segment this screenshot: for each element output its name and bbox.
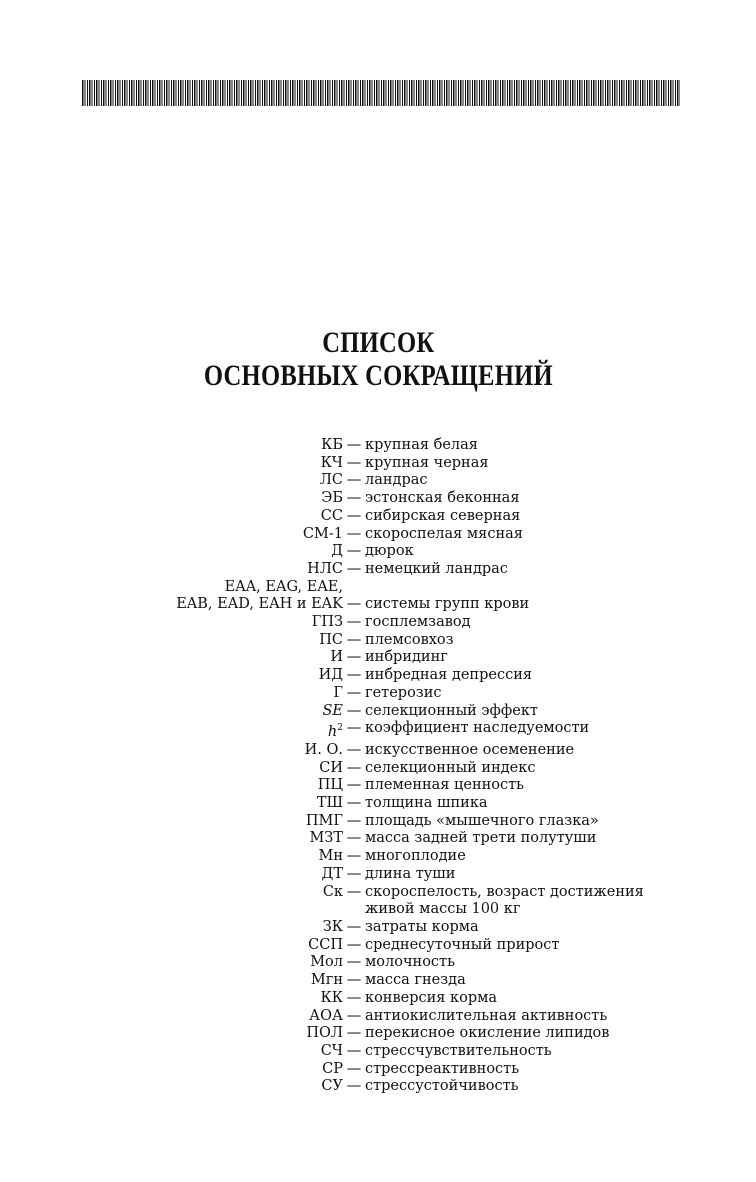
abbreviation-definition: длина туши bbox=[365, 865, 456, 882]
abbreviation-definition: скороспелая мясная bbox=[365, 525, 523, 542]
em-dash: — bbox=[346, 649, 362, 666]
abbreviation-text: ЛС bbox=[319, 472, 343, 489]
abbreviation-definition: сибирская северная bbox=[365, 507, 521, 524]
abbreviation-row bbox=[0, 490, 756, 508]
abbreviation-term bbox=[0, 579, 343, 597]
em-dash: — bbox=[346, 1007, 362, 1024]
abbreviation-definition: молочность bbox=[365, 954, 455, 971]
abbreviation-term bbox=[0, 937, 343, 955]
abbreviation-term bbox=[0, 1008, 343, 1026]
abbreviation-row bbox=[0, 526, 756, 544]
em-dash: — bbox=[346, 865, 362, 882]
abbreviation-row bbox=[0, 848, 756, 866]
abbreviation-definition: затраты корма bbox=[365, 918, 479, 935]
abbreviation-row bbox=[0, 1008, 756, 1026]
em-dash: — bbox=[346, 812, 362, 829]
abbreviation-definition: перекисное окисление липидов bbox=[365, 1025, 610, 1042]
title-line-1: СПИСОК bbox=[322, 326, 435, 359]
abbreviation-row bbox=[0, 614, 756, 632]
abbreviation-row bbox=[0, 760, 756, 778]
abbreviation-definition: селекционный индекс bbox=[365, 759, 536, 776]
abbreviation-text: Мн bbox=[318, 848, 343, 865]
em-dash: — bbox=[346, 759, 362, 776]
abbreviation-row bbox=[0, 543, 756, 561]
abbreviation-definition: многоплодие bbox=[365, 848, 466, 865]
abbreviation-term bbox=[0, 508, 343, 526]
abbreviation-definition: стрессреактивность bbox=[365, 1060, 520, 1077]
abbreviation-text: EAA, EAG, EAE, bbox=[224, 578, 343, 595]
abbreviation-term bbox=[0, 760, 343, 778]
abbreviation-row bbox=[0, 866, 756, 884]
abbreviation-text: ГПЗ bbox=[311, 614, 343, 631]
abbreviation-definition: племсовхоз bbox=[365, 631, 454, 648]
abbreviation-definition: масса гнезда bbox=[365, 972, 466, 989]
abbreviation-definition: дюрок bbox=[365, 543, 414, 560]
decorative-barcode-strip bbox=[82, 80, 680, 106]
abbreviation-text: ЗК bbox=[322, 918, 343, 935]
abbreviation-definition: эстонская беконная bbox=[365, 490, 520, 507]
abbreviation-text: ПМГ bbox=[305, 812, 343, 829]
abbreviation-definition: стрессустойчивость bbox=[365, 1078, 519, 1095]
abbreviation-text: ДТ bbox=[321, 865, 343, 882]
em-dash: — bbox=[346, 1060, 362, 1077]
abbreviation-text: КЧ bbox=[320, 454, 343, 471]
abbreviation-row bbox=[0, 972, 756, 990]
abbreviation-text: Д bbox=[331, 543, 343, 560]
abbreviation-row bbox=[0, 1078, 756, 1096]
abbreviation-row-continuation bbox=[0, 901, 756, 919]
abbreviation-row bbox=[0, 990, 756, 1008]
em-dash: — bbox=[346, 437, 362, 453]
abbreviation-row bbox=[0, 561, 756, 579]
page-title bbox=[68, 326, 688, 392]
abbreviation-term bbox=[0, 1043, 343, 1061]
abbreviation-term bbox=[0, 1061, 343, 1079]
abbreviation-text: СЧ bbox=[320, 1042, 343, 1059]
abbreviation-text: СУ bbox=[321, 1078, 343, 1095]
abbreviation-definition-continued: живой массы 100 кг bbox=[365, 901, 521, 918]
em-dash: — bbox=[346, 543, 362, 560]
em-dash: — bbox=[346, 918, 362, 935]
abbreviation-text: ССП bbox=[308, 936, 343, 953]
abbreviation-term bbox=[0, 526, 343, 544]
em-dash: — bbox=[346, 1025, 362, 1042]
em-dash: — bbox=[346, 972, 362, 989]
abbreviation-term bbox=[0, 919, 343, 937]
abbreviation-definition: скороспелость, возраст достижения bbox=[365, 883, 644, 900]
abbreviation-row bbox=[0, 508, 756, 526]
em-dash: — bbox=[346, 741, 362, 758]
em-dash: — bbox=[346, 989, 362, 1006]
em-dash: — bbox=[346, 472, 362, 489]
abbreviation-term bbox=[0, 972, 343, 990]
em-dash: — bbox=[346, 830, 362, 847]
abbreviation-row bbox=[0, 813, 756, 831]
abbreviation-text: И. О. bbox=[304, 741, 343, 758]
abbreviation-list bbox=[0, 437, 756, 1096]
abbreviation-row bbox=[0, 579, 756, 597]
abbreviation-text: ПОЛ bbox=[306, 1025, 343, 1042]
abbreviation-definition: антиокислительная активность bbox=[365, 1007, 608, 1024]
abbreviation-term bbox=[0, 596, 343, 614]
abbreviation-text: ПЦ bbox=[317, 777, 343, 794]
superscript: 2 bbox=[337, 723, 343, 734]
abbreviation-text: Г bbox=[333, 684, 343, 701]
abbreviation-text: СС bbox=[320, 507, 343, 524]
em-dash: — bbox=[346, 936, 362, 953]
abbreviation-row bbox=[0, 455, 756, 473]
em-dash: — bbox=[346, 614, 362, 631]
abbreviation-text: СИ bbox=[319, 759, 343, 776]
abbreviation-term bbox=[0, 1025, 343, 1043]
abbreviation-row bbox=[0, 703, 756, 721]
em-dash: — bbox=[346, 667, 362, 684]
abbreviation-definition: масса задней трети полутуши bbox=[365, 830, 597, 847]
abbreviation-text: КК bbox=[320, 989, 343, 1006]
abbreviation-term bbox=[0, 490, 343, 508]
em-dash: — bbox=[346, 702, 362, 719]
abbreviation-row bbox=[0, 777, 756, 795]
abbreviation-term bbox=[0, 884, 343, 902]
abbreviation-text: И bbox=[330, 649, 343, 666]
abbreviation-row bbox=[0, 720, 756, 742]
abbreviation-text: ТШ bbox=[316, 795, 343, 812]
abbreviation-definition: племенная ценность bbox=[365, 777, 525, 794]
abbreviation-row bbox=[0, 1061, 756, 1079]
abbreviation-row bbox=[0, 954, 756, 972]
abbreviation-text: ПС bbox=[319, 631, 343, 648]
abbreviation-text: h bbox=[327, 724, 338, 741]
abbreviation-term bbox=[0, 649, 343, 667]
abbreviation-definition: немецкий ландрас bbox=[365, 560, 508, 577]
abbreviation-term bbox=[0, 543, 343, 561]
abbreviation-row bbox=[0, 884, 756, 902]
abbreviation-term bbox=[0, 848, 343, 866]
em-dash: — bbox=[346, 954, 362, 971]
abbreviation-row bbox=[0, 632, 756, 650]
abbreviation-definition: ландрас bbox=[365, 472, 428, 489]
em-dash: — bbox=[346, 596, 362, 613]
em-dash: — bbox=[346, 1078, 362, 1095]
abbreviation-text: КБ bbox=[321, 437, 343, 453]
em-dash: — bbox=[346, 720, 362, 737]
abbreviation-text: СМ-1 bbox=[302, 525, 343, 542]
abbreviation-definition: системы групп крови bbox=[365, 596, 530, 613]
abbreviation-definition: инбридинг bbox=[365, 649, 448, 666]
abbreviation-text: EAB, EAD, EAH и EAK bbox=[176, 596, 343, 613]
abbreviation-definition: госплемзавод bbox=[365, 614, 471, 631]
abbreviation-row bbox=[0, 937, 756, 955]
abbreviation-definition: стрессчувствительность bbox=[365, 1042, 552, 1059]
abbreviation-row bbox=[0, 667, 756, 685]
abbreviation-term bbox=[0, 720, 343, 742]
abbreviation-term bbox=[0, 990, 343, 1008]
abbreviation-term bbox=[0, 614, 343, 632]
abbreviation-text: SE bbox=[322, 702, 343, 719]
abbreviation-text: СР bbox=[322, 1060, 343, 1077]
abbreviation-definition: среднесуточный прирост bbox=[365, 936, 560, 953]
em-dash: — bbox=[346, 631, 362, 648]
abbreviation-definition: инбредная депрессия bbox=[365, 667, 533, 684]
abbreviation-text: ЭБ bbox=[321, 490, 343, 507]
abbreviation-definition: толщина шпика bbox=[365, 795, 488, 812]
abbreviation-term bbox=[0, 437, 343, 455]
em-dash: — bbox=[346, 795, 362, 812]
title-line-2: ОСНОВНЫХ СОКРАЩЕНИЙ bbox=[203, 359, 553, 392]
em-dash: — bbox=[346, 490, 362, 507]
abbreviation-definition: площадь «мышечного глазка» bbox=[365, 812, 599, 829]
abbreviation-term bbox=[0, 632, 343, 650]
abbreviation-text: АОА bbox=[309, 1007, 343, 1024]
abbreviation-text: Мгн bbox=[310, 972, 343, 989]
em-dash: — bbox=[346, 454, 362, 471]
abbreviation-term bbox=[0, 813, 343, 831]
abbreviation-term bbox=[0, 795, 343, 813]
em-dash: — bbox=[346, 777, 362, 794]
abbreviation-term bbox=[0, 742, 343, 760]
abbreviation-row bbox=[0, 795, 756, 813]
abbreviation-term bbox=[0, 667, 343, 685]
abbreviation-text: ИД bbox=[318, 667, 343, 684]
abbreviation-definition: крупная белая bbox=[365, 437, 478, 453]
abbreviation-definition: конверсия корма bbox=[365, 989, 498, 1006]
abbreviation-row bbox=[0, 1025, 756, 1043]
abbreviation-text: НЛС bbox=[307, 560, 343, 577]
abbreviation-term bbox=[0, 455, 343, 473]
abbreviation-term bbox=[0, 866, 343, 884]
abbreviation-row bbox=[0, 596, 756, 614]
abbreviation-definition: искусственное осеменение bbox=[365, 741, 575, 758]
abbreviation-term bbox=[0, 472, 343, 490]
abbreviation-term bbox=[0, 1078, 343, 1096]
abbreviation-row bbox=[0, 1043, 756, 1061]
abbreviation-row bbox=[0, 830, 756, 848]
abbreviation-term bbox=[0, 830, 343, 848]
abbreviation-definition: коэффициент наследуемости bbox=[365, 720, 590, 737]
abbreviation-row bbox=[0, 919, 756, 937]
abbreviation-term bbox=[0, 777, 343, 795]
abbreviation-definition: селекционный эффект bbox=[365, 702, 538, 719]
abbreviation-row bbox=[0, 472, 756, 490]
abbreviation-row bbox=[0, 685, 756, 703]
abbreviation-text: Ск bbox=[322, 883, 343, 900]
abbreviation-row bbox=[0, 742, 756, 760]
abbreviation-text: Мол bbox=[310, 954, 343, 971]
abbreviation-definition: гетерозис bbox=[365, 684, 442, 701]
abbreviation-definition: крупная черная bbox=[365, 454, 489, 471]
abbreviation-term bbox=[0, 703, 343, 721]
em-dash: — bbox=[346, 684, 362, 701]
em-dash: — bbox=[346, 1042, 362, 1059]
em-dash: — bbox=[346, 883, 362, 900]
abbreviation-row bbox=[0, 437, 756, 455]
abbreviation-term bbox=[0, 561, 343, 579]
abbreviation-term bbox=[0, 954, 343, 972]
em-dash: — bbox=[346, 848, 362, 865]
abbreviation-row bbox=[0, 649, 756, 667]
abbreviation-text: МЗТ bbox=[309, 830, 343, 847]
abbreviation-term bbox=[0, 685, 343, 703]
em-dash: — bbox=[346, 560, 362, 577]
em-dash: — bbox=[346, 507, 362, 524]
em-dash: — bbox=[346, 525, 362, 542]
